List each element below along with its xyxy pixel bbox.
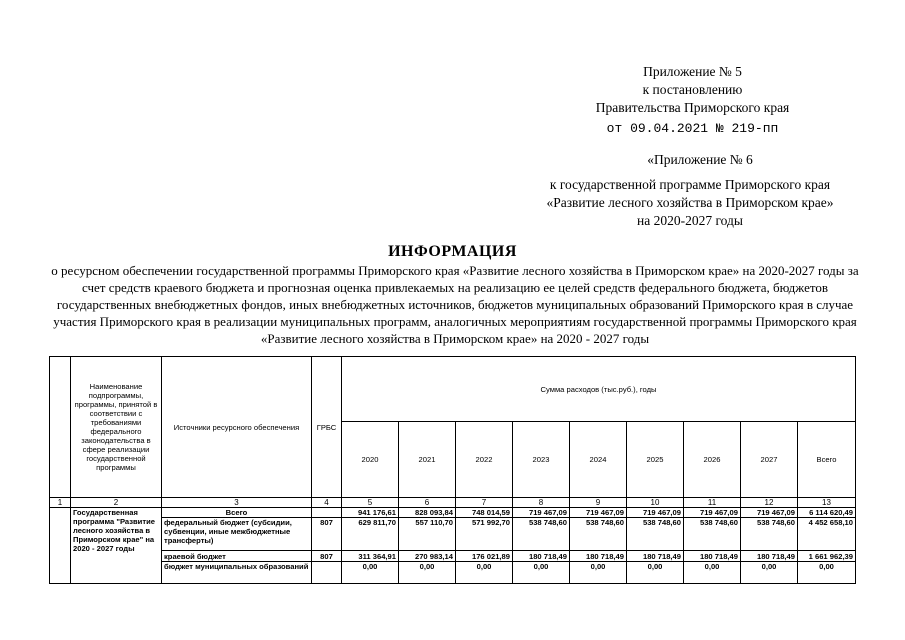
year-header: 2027 [741,422,798,498]
value-cell: 176 021,89 [456,551,513,562]
column-number: 4 [312,498,342,508]
column-number: 13 [798,498,856,508]
table-row [50,551,856,562]
value-cell: 629 811,70 [342,518,399,551]
value-cell: 0,00 [684,562,741,584]
document-description: о ресурсном обеспечении государственной программы Приморского края «Развитие лесного хозяйства в Приморском крае» на 2020-2027 годы за счет средств краевого бюджета и прогнозная оценка привлекаемых на реализацию ее целей средств федерального бюджета, бюджетов государственных внебюджетных фондов, иных внебюджетных источников, бюджетов муниципальных образований Приморского края в случае участия Приморского края в реализации муниципальных программ, аналогичных мероприятиям государственной программы Приморского края «Развитие лесного хозяйства в Приморском крае» на 2020 - 2027 годы [51,263,859,346]
value-cell: 180 718,49 [684,551,741,562]
inner-appendix-program-name: «Развитие лесного хозяйства в Приморском крае» [546,195,834,210]
value-cell: 719 467,09 [684,508,741,518]
value-cell: 538 748,60 [513,518,570,551]
page-title: ИНФОРМАЦИЯ [388,243,517,260]
column-number: 9 [570,498,627,508]
column-number: 12 [741,498,798,508]
col-index-header [50,357,71,498]
year-header: 2024 [570,422,627,498]
value-cell: 180 718,49 [513,551,570,562]
value-cell: 0,00 [342,562,399,584]
year-header: 2023 [513,422,570,498]
inner-appendix-program: к государственной программе Приморского края [549,177,831,192]
appendix-to-resolution: к постановлению [642,82,743,97]
table-row [50,562,856,584]
value-cell: 6 114 620,49 [798,508,856,518]
appendix-number: Приложение № 5 [643,64,742,79]
value-cell: 557 110,70 [399,518,456,551]
grbs-cell [312,508,342,518]
resource-table [49,356,856,584]
value-cell: 4 452 658,10 [798,518,856,551]
value-cell: 538 748,60 [570,518,627,551]
column-number: 10 [627,498,684,508]
value-cell: 270 983,14 [399,551,456,562]
value-cell: 0,00 [741,562,798,584]
resolution-date-number: от 09.04.2021 № 219-пп [606,121,779,136]
column-number: 3 [162,498,312,508]
value-cell: 538 748,60 [627,518,684,551]
value-cell: 180 718,49 [741,551,798,562]
value-cell: 0,00 [798,562,856,584]
value-cell: 0,00 [399,562,456,584]
year-header: 2026 [684,422,741,498]
value-cell: 571 992,70 [456,518,513,551]
grbs-cell: 807 [312,518,342,551]
value-cell: 180 718,49 [570,551,627,562]
col-grbs-header: ГРБС [312,357,342,498]
year-header: 2020 [342,422,399,498]
col-source-header: Источники ресурсного обеспечения [162,357,312,498]
value-cell: 538 748,60 [684,518,741,551]
value-cell: 0,00 [570,562,627,584]
column-number: 1 [50,498,71,508]
appendix-government: Правительства Приморского края [595,100,790,115]
value-cell: 828 093,84 [399,508,456,518]
value-cell: 0,00 [513,562,570,584]
program-name-cell: Государственная программа "Развитие лесного хозяйства в Приморском крае" на 2020 - 2027 годы [71,508,162,584]
value-cell: 748 014,59 [456,508,513,518]
grbs-cell: 807 [312,551,342,562]
value-cell: 719 467,09 [741,508,798,518]
total-header: Всего [798,422,856,498]
table-row [50,508,856,518]
row-index-cell [50,508,71,584]
grbs-cell [312,562,342,584]
column-number: 5 [342,498,399,508]
column-number: 11 [684,498,741,508]
col-name-header: Наименование подпрограммы, программы, принятой в соответствии с требованиями федерального законодательства в сфере реализации государственной программы [71,357,162,498]
value-cell: 0,00 [627,562,684,584]
column-number: 2 [71,498,162,508]
inner-appendix-number: «Приложение № 6 [647,152,753,167]
value-cell: 719 467,09 [570,508,627,518]
column-number: 8 [513,498,570,508]
col-sum-header: Сумма расходов (тыс.руб.), годы [342,357,856,422]
inner-appendix-period: на 2020-2027 годы [637,213,743,228]
source-cell: бюджет муниципальных образований [162,562,312,584]
year-header: 2021 [399,422,456,498]
value-cell: 311 364,91 [342,551,399,562]
column-number: 7 [456,498,513,508]
source-cell: краевой бюджет [162,551,312,562]
source-cell: Всего [162,508,312,518]
value-cell: 0,00 [456,562,513,584]
column-number-row [50,498,856,508]
year-header: 2025 [627,422,684,498]
source-cell: федеральный бюджет (субсидии, субвенции, иные межбюджетные трансферты) [162,518,312,551]
value-cell: 719 467,09 [627,508,684,518]
year-header: 2022 [456,422,513,498]
value-cell: 941 176,61 [342,508,399,518]
value-cell: 1 661 962,39 [798,551,856,562]
value-cell: 180 718,49 [627,551,684,562]
value-cell: 719 467,09 [513,508,570,518]
value-cell: 538 748,60 [741,518,798,551]
table-row [50,518,856,551]
column-number: 6 [399,498,456,508]
